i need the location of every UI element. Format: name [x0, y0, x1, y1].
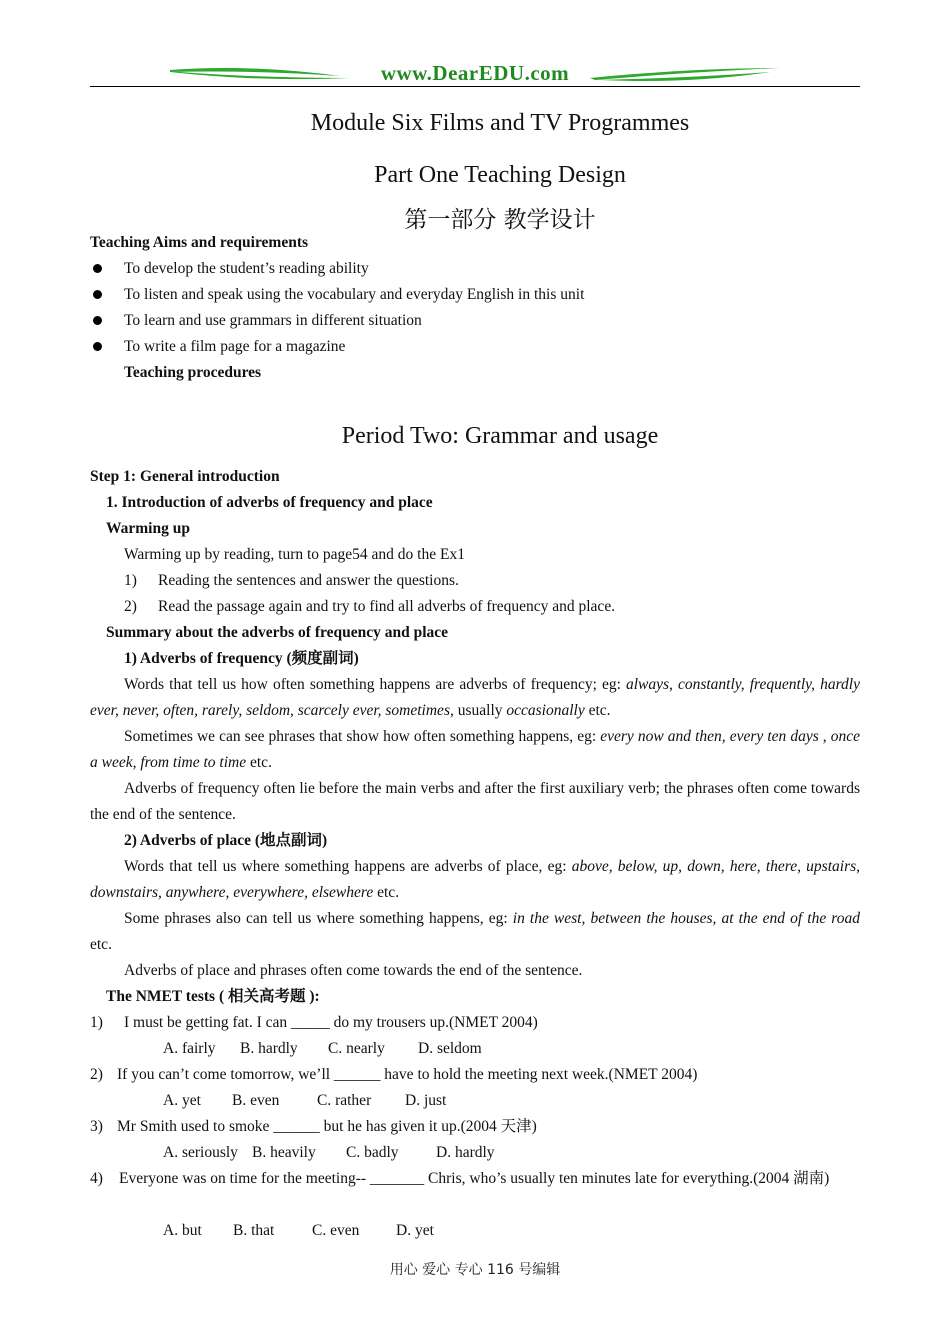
aims-item: To write a film page for a magazine: [124, 338, 346, 355]
nmet-heading: The NMET tests ( 相关高考题 ):: [106, 988, 320, 1005]
question-number: 4): [90, 1170, 103, 1187]
period-title: Period Two: Grammar and usage: [341, 423, 659, 449]
frequency-heading: 1) Adverbs of frequency (频度副词): [124, 650, 359, 667]
warming-heading: Warming up: [106, 520, 190, 537]
question-text: I must be getting fat. I can _____ do my trousers up.(NMET 2004): [124, 1014, 538, 1031]
module-title: Module Six Films and TV Programmes: [310, 110, 690, 136]
option: B. heavily: [252, 1144, 316, 1161]
place-paragraph-2: Some phrases also can tell us where something happens, eg: in the west, between the houses, at the end of the road etc.: [90, 910, 860, 953]
step-text: Read the passage again and try to find all adverbs of frequency and place.: [158, 598, 616, 615]
frequency-paragraph-3: Adverbs of frequency often lie before the main verbs and after the first auxiliary verb; the phrases often come towards the end of the sentence.: [90, 780, 860, 823]
page-footer: 用心 爱心 专心 116 号编辑: [389, 1262, 561, 1278]
frequency-paragraph-1: Words that tell us how often something happens are adverbs of frequency; eg: always, constantly, frequently, hardly ever, never, often, rarely, seldom, scarcely ever, sometimes, usually occasionally etc.: [90, 676, 860, 719]
header-logo-text: www.DearEDU.com: [380, 61, 570, 85]
procedures-heading: Teaching procedures: [124, 364, 262, 381]
question-number: 2): [90, 1066, 103, 1083]
question-text: If you can’t come tomorrow, we’ll ______ have to hold the meeting next week.(NMET 2004): [117, 1066, 698, 1083]
option: D. seldom: [418, 1040, 482, 1057]
option: C. badly: [346, 1144, 399, 1161]
step-text: Reading the sentences and answer the questions.: [158, 572, 459, 589]
place-paragraph-3: Adverbs of place and phrases often come towards the end of the sentence.: [124, 962, 583, 979]
aims-heading: Teaching Aims and requirements: [90, 234, 309, 251]
option: B. hardly: [240, 1040, 298, 1057]
step1-intro: 1. Introduction of adverbs of frequency and place: [106, 494, 433, 511]
part-title: Part One Teaching Design: [374, 162, 626, 188]
warming-text: Warming up by reading, turn to page54 and do the Ex1: [124, 546, 465, 563]
option: D. just: [405, 1092, 447, 1109]
option: C. rather: [317, 1092, 372, 1109]
bullet-icon: [93, 316, 102, 325]
option: A. fairly: [163, 1040, 216, 1057]
question-text: Everyone was on time for the meeting-- _______ Chris, who’s usually ten minutes late for everything.(2004 湖南): [119, 1170, 830, 1187]
aims-item: To listen and speak using the vocabulary and everyday English in this unit: [124, 286, 585, 303]
option: B. that: [233, 1222, 275, 1239]
place-heading: 2) Adverbs of place (地点副词): [124, 832, 328, 849]
question-number: 1): [90, 1014, 103, 1031]
aims-item: To learn and use grammars in different situation: [124, 312, 422, 329]
option: A. seriously: [163, 1144, 238, 1161]
page-header: [90, 60, 860, 90]
option: A. yet: [163, 1092, 201, 1109]
summary-heading: Summary about the adverbs of frequency and place: [106, 624, 449, 641]
step-number: 2): [124, 598, 137, 615]
header-rule: [90, 86, 860, 87]
aims-item: To develop the student’s reading ability: [124, 260, 369, 277]
option: C. nearly: [328, 1040, 385, 1057]
bullet-icon: [93, 264, 102, 273]
option: D. yet: [396, 1222, 434, 1239]
frequency-paragraph-2: Sometimes we can see phrases that show how often something happens, eg: every now and then, every ten days , once a week, from time to time etc.: [90, 728, 860, 771]
option: A. but: [163, 1222, 202, 1239]
step1-heading: Step 1: General introduction: [90, 468, 280, 485]
question-number: 3): [90, 1118, 103, 1135]
bullet-icon: [93, 342, 102, 351]
option: B. even: [232, 1092, 280, 1109]
option: D. hardly: [436, 1144, 495, 1161]
question-text: Mr Smith used to smoke ______ but he has given it up.(2004 天津): [117, 1118, 537, 1135]
step-number: 1): [124, 572, 137, 589]
option: C. even: [312, 1222, 360, 1239]
bullet-icon: [93, 290, 102, 299]
place-paragraph-1: Words that tell us where something happens are adverbs of place, eg: above, below, up, down, here, there, upstairs, downstairs, anywhere, everywhere, elsewhere etc.: [90, 858, 861, 901]
part-title-cn: 第一部分 教学设计: [404, 207, 596, 233]
